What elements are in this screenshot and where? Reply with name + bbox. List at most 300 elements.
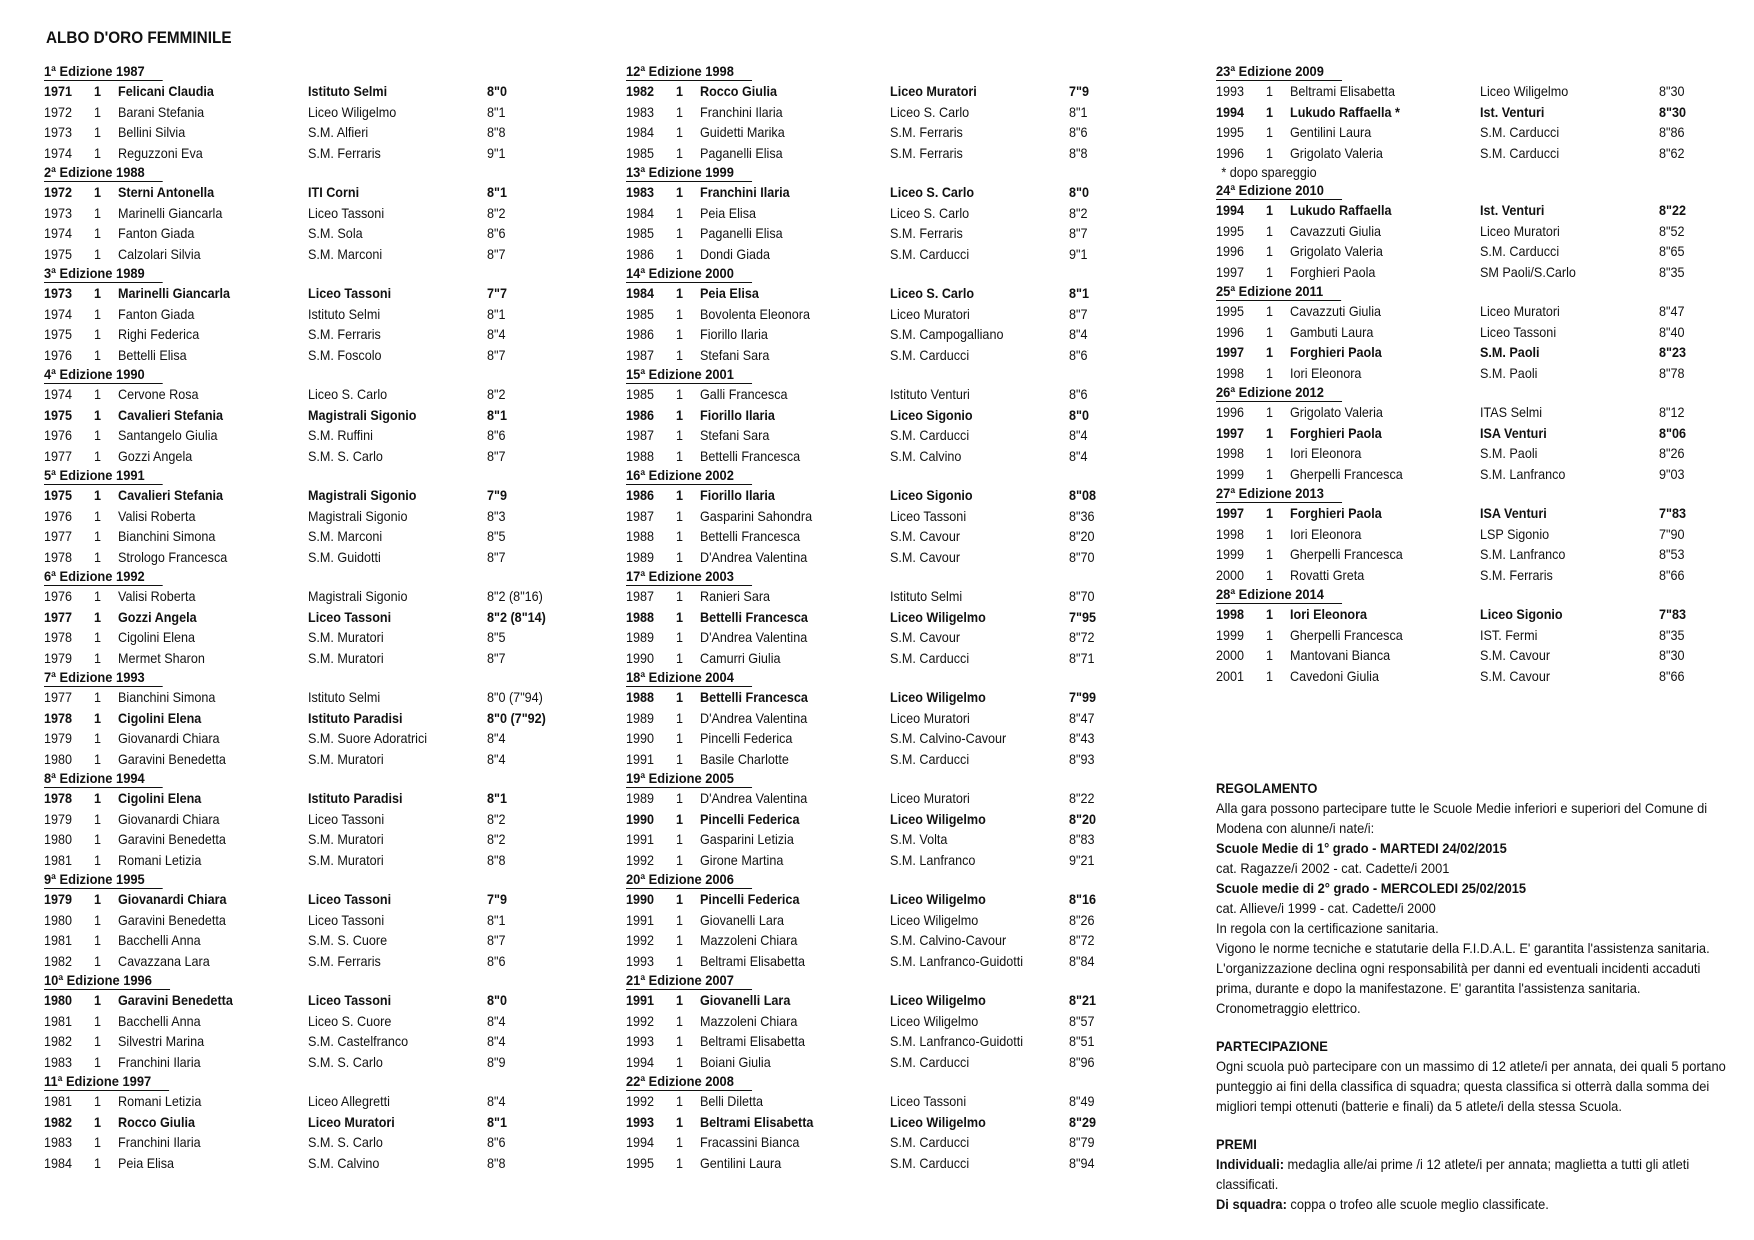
result-row xyxy=(1216,102,1736,123)
athlete-cell: Franchini Ilaria xyxy=(118,1053,201,1070)
position-cell: 1 xyxy=(1266,667,1274,684)
time-cell: 8"12 xyxy=(1659,404,1685,420)
result-row xyxy=(1216,524,1736,545)
position-cell: 1 xyxy=(94,952,102,969)
year-cell: 1999 xyxy=(1216,626,1245,643)
year-cell: 1985 xyxy=(626,225,655,241)
time-cell: 8"5 xyxy=(487,629,506,645)
athlete-cell: Bettelli Francesca xyxy=(700,528,801,544)
result-row xyxy=(44,446,564,467)
athlete-cell: Beltrami Elisabetta xyxy=(1290,83,1396,99)
athlete-cell: Fanton Giada xyxy=(118,225,195,241)
time-cell: 8"4 xyxy=(487,326,506,342)
athlete-cell: Barani Stefania xyxy=(118,103,205,120)
athlete-cell: Pincelli Federica xyxy=(700,810,800,827)
position-cell: 1 xyxy=(676,851,684,868)
edition-block xyxy=(44,365,564,466)
athlete-cell: Rovatti Greta xyxy=(1290,566,1365,583)
school-cell: S.M. Carducci xyxy=(890,1154,970,1171)
result-row xyxy=(44,889,564,910)
time-cell: 8"79 xyxy=(1069,1134,1095,1150)
position-cell: 1 xyxy=(94,730,102,746)
time-cell: 8"1 xyxy=(487,305,506,322)
result-row xyxy=(626,345,1146,366)
edition-block xyxy=(626,769,1146,870)
edition-block xyxy=(1216,282,1736,383)
position-cell: 1 xyxy=(1266,144,1274,161)
year-cell: 1977 xyxy=(44,528,73,544)
athlete-cell: Gozzi Angela xyxy=(118,447,193,464)
time-cell: 8"6 xyxy=(487,1134,506,1150)
edition-block xyxy=(626,870,1146,971)
edition-title: 19ª Edizione 2005 xyxy=(626,769,752,788)
time-cell: 8"1 xyxy=(487,911,506,928)
school-cell: S.M. Cavour xyxy=(890,528,961,544)
position-cell: 1 xyxy=(676,184,684,200)
school-cell: Magistrali Sigonio xyxy=(308,487,417,503)
time-cell: 8"5 xyxy=(487,528,506,544)
athlete-cell: Cavalieri Stefania xyxy=(118,487,224,503)
regolamento-norms: Vigono le norme tecniche e statutarie della F.I.D.A.L. E' garantita l'assistenza sanitaria. L'organizzazione declina ogni responsabilità per danni ed eventuali incidenti accaduti prima, durante e dopo la manifestazone. E' garantita l'assistenza sanitaria. xyxy=(1216,940,1710,996)
result-row xyxy=(44,951,564,972)
athlete-cell: Romani Letizia xyxy=(118,1093,202,1109)
result-row xyxy=(626,607,1146,628)
edition-title: 18ª Edizione 2004 xyxy=(626,668,752,687)
athlete-cell: Franchini Ilaria xyxy=(700,103,783,120)
school-cell: S.M. Lanfranco xyxy=(890,851,976,868)
edition-title: 21ª Edizione 2007 xyxy=(626,971,752,990)
school-cell: S.M. Guidotti xyxy=(308,548,381,565)
result-row xyxy=(1216,262,1736,283)
athlete-cell: D'Andrea Valentina xyxy=(700,709,808,726)
athlete-cell: Fiorillo Ilaria xyxy=(700,326,768,342)
year-cell: 1975 xyxy=(44,406,73,423)
result-row xyxy=(44,345,564,366)
year-cell: 2000 xyxy=(1216,647,1245,663)
year-cell: 1974 xyxy=(44,305,73,322)
edition-block xyxy=(1216,383,1736,484)
result-row xyxy=(44,1112,564,1133)
athlete-cell: Beltrami Elisabetta xyxy=(700,952,806,969)
year-cell: 1977 xyxy=(44,447,73,464)
athlete-cell: Iori Eleonora xyxy=(1290,445,1362,461)
result-row xyxy=(1216,322,1736,343)
time-cell: 8"2 xyxy=(487,204,506,221)
year-cell: 1980 xyxy=(44,992,73,1008)
result-row xyxy=(626,102,1146,123)
year-cell: 1998 xyxy=(1216,445,1245,461)
time-cell: 8"66 xyxy=(1659,667,1685,684)
athlete-cell: Bacchelli Anna xyxy=(118,1012,201,1029)
year-cell: 1997 xyxy=(1216,505,1245,521)
athlete-cell: Valisi Roberta xyxy=(118,588,196,604)
time-cell: 7"83 xyxy=(1659,606,1686,622)
school-cell: S.M. Muratori xyxy=(308,629,384,645)
position-cell: 1 xyxy=(94,831,102,847)
year-cell: 1995 xyxy=(1216,303,1245,319)
school-cell: Ist. Venturi xyxy=(1480,103,1545,120)
school-cell: Liceo Sigonio xyxy=(890,487,973,503)
school-cell: Liceo Wiligelmo xyxy=(890,1012,979,1029)
year-cell: 1986 xyxy=(626,406,655,423)
position-cell: 1 xyxy=(676,831,684,847)
athlete-cell: Calzolari Silvia xyxy=(118,245,201,262)
time-cell: 8"0 xyxy=(1069,184,1089,200)
position-cell: 1 xyxy=(676,285,684,301)
result-row xyxy=(1216,565,1736,586)
year-cell: 1974 xyxy=(44,144,73,161)
year-cell: 1975 xyxy=(44,487,73,503)
time-cell: 8"72 xyxy=(1069,629,1095,645)
time-cell: 8"6 xyxy=(487,952,506,969)
time-cell: 8"83 xyxy=(1069,831,1095,847)
regolamento-section xyxy=(1216,778,1736,1018)
time-cell: 8"0 xyxy=(487,83,507,99)
school-cell: S.M. S. Carlo xyxy=(308,1053,383,1070)
year-cell: 1997 xyxy=(1216,263,1245,280)
result-row xyxy=(1216,301,1736,322)
result-row xyxy=(626,81,1146,102)
year-cell: 1994 xyxy=(1216,202,1245,218)
partecipazione-section xyxy=(1216,1036,1736,1116)
school-cell: S.M. Ruffini xyxy=(308,427,373,443)
position-cell: 1 xyxy=(94,1093,102,1109)
position-cell: 1 xyxy=(1266,465,1274,482)
result-row xyxy=(44,425,564,446)
position-cell: 1 xyxy=(676,649,684,666)
athlete-cell: Strologo Francesca xyxy=(118,548,228,565)
school-cell: Magistrali Sigonio xyxy=(308,406,417,423)
year-cell: 1992 xyxy=(626,851,655,868)
position-cell: 1 xyxy=(676,487,684,503)
time-cell: 8"7 xyxy=(487,346,506,363)
result-row xyxy=(44,990,564,1011)
athlete-cell: Fiorillo Ilaria xyxy=(700,406,775,423)
result-row xyxy=(44,304,564,325)
time-cell: 7"9 xyxy=(1069,83,1089,99)
time-cell: 8"36 xyxy=(1069,507,1095,524)
rules-section xyxy=(1216,778,1736,1232)
athlete-cell: Felicani Claudia xyxy=(118,83,214,99)
athlete-cell: Cavazzana Lara xyxy=(118,952,210,969)
result-row xyxy=(1216,143,1736,164)
school-cell: S.M. Cavour xyxy=(1480,647,1551,663)
position-cell: 1 xyxy=(1266,83,1274,99)
school-cell: S.M. Lanfranco xyxy=(1480,465,1566,482)
position-cell: 1 xyxy=(676,1154,684,1171)
result-row xyxy=(626,1153,1146,1174)
result-row xyxy=(626,1112,1146,1133)
year-cell: 1976 xyxy=(44,427,73,443)
year-cell: 1979 xyxy=(44,810,73,827)
school-cell: S.M. Castelfranco xyxy=(308,1033,409,1049)
time-cell: 8"2 xyxy=(487,810,506,827)
year-cell: 1984 xyxy=(626,285,655,301)
position-cell: 1 xyxy=(94,447,102,464)
school-cell: Liceo Wiligelmo xyxy=(890,1113,986,1130)
position-cell: 1 xyxy=(676,588,684,604)
school-cell: S.M. S. Cuore xyxy=(308,932,388,948)
athlete-cell: Fiorillo Ilaria xyxy=(700,487,775,503)
athlete-cell: Iori Eleonora xyxy=(1290,606,1368,622)
school-cell: S.M. Ferraris xyxy=(890,124,963,140)
edition-block xyxy=(44,62,564,163)
result-row xyxy=(44,850,564,871)
school-cell: Liceo Wiligelmo xyxy=(890,810,986,827)
edition-title: 11ª Edizione 1997 xyxy=(44,1072,170,1091)
year-cell: 1975 xyxy=(44,326,73,342)
position-cell: 1 xyxy=(1266,263,1274,280)
time-cell: 8"57 xyxy=(1069,1012,1095,1029)
athlete-cell: Paganelli Elisa xyxy=(700,225,783,241)
premi-squadra-text: coppa o trofeo alle scuole meglio classificate. xyxy=(1286,1196,1549,1212)
result-row xyxy=(44,485,564,506)
time-cell: 8"20 xyxy=(1069,528,1095,544)
athlete-cell: Ranieri Sara xyxy=(700,588,771,604)
edition-title: 17ª Edizione 2003 xyxy=(626,567,752,586)
result-row xyxy=(44,81,564,102)
result-row xyxy=(44,1011,564,1032)
position-cell: 1 xyxy=(1266,243,1274,259)
time-cell: 8"26 xyxy=(1069,911,1095,928)
result-row xyxy=(626,182,1146,203)
result-row xyxy=(1216,503,1736,524)
school-cell: ISA Venturi xyxy=(1480,505,1547,521)
edition-block xyxy=(44,264,564,365)
edition-block xyxy=(626,62,1146,163)
athlete-cell: Gentilini Laura xyxy=(700,1154,782,1171)
school-cell: Magistrali Sigonio xyxy=(308,588,408,604)
time-cell: 8"7 xyxy=(487,447,506,464)
year-cell: 1992 xyxy=(626,932,655,948)
school-cell: S.M. Paoli xyxy=(1480,364,1538,381)
result-row xyxy=(626,687,1146,708)
result-row xyxy=(626,708,1146,729)
result-row xyxy=(626,425,1146,446)
school-cell: S.M. Suore Adoratrici xyxy=(308,730,428,746)
year-cell: 1983 xyxy=(626,103,655,120)
year-cell: 1992 xyxy=(626,1093,655,1109)
result-row xyxy=(1216,645,1736,666)
edition-block xyxy=(626,466,1146,567)
year-cell: 1995 xyxy=(1216,124,1245,140)
time-cell: 8"3 xyxy=(487,507,506,524)
year-cell: 1984 xyxy=(44,1154,73,1171)
year-cell: 1989 xyxy=(626,548,655,565)
year-cell: 1993 xyxy=(626,1033,655,1049)
year-cell: 1999 xyxy=(1216,546,1245,562)
time-cell: 8"7 xyxy=(487,932,506,948)
position-cell: 1 xyxy=(94,386,102,402)
year-cell: 1981 xyxy=(44,1093,73,1109)
school-cell: Liceo Wiligelmo xyxy=(890,992,986,1008)
position-cell: 1 xyxy=(1266,404,1274,420)
position-cell: 1 xyxy=(94,1134,102,1150)
athlete-cell: Grigolato Valeria xyxy=(1290,243,1383,259)
position-cell: 1 xyxy=(1266,124,1274,140)
edition-block xyxy=(44,971,564,1072)
position-cell: 1 xyxy=(1266,626,1274,643)
position-cell: 1 xyxy=(676,932,684,948)
premi-individuali-text: medaglia alle/ai prime /i 12 atlete/i per annata; maglietta a tutti gli atleti classificati. xyxy=(1216,1156,1690,1192)
column-1 xyxy=(44,62,564,1173)
time-cell: 8"6 xyxy=(1069,346,1088,363)
edition-title: 10ª Edizione 1996 xyxy=(44,971,170,990)
athlete-cell: Lukudo Raffaella * xyxy=(1290,103,1400,120)
year-cell: 1993 xyxy=(1216,83,1245,99)
edition-block xyxy=(44,870,564,971)
school-cell: S.M. Ferraris xyxy=(308,144,381,161)
year-cell: 1989 xyxy=(626,790,655,806)
school-cell: ISA Venturi xyxy=(1480,424,1547,441)
athlete-cell: D'Andrea Valentina xyxy=(700,548,808,565)
regolamento-grade1: Scuole Medie di 1° grado - MARTEDI 24/02/2015 xyxy=(1216,840,1507,856)
school-cell: S.M. Ferraris xyxy=(890,225,963,241)
position-cell: 1 xyxy=(676,1113,684,1130)
school-cell: S.M. Carducci xyxy=(890,1134,970,1150)
position-cell: 1 xyxy=(94,1033,102,1049)
time-cell: 8"2 (8"14) xyxy=(487,608,546,625)
time-cell: 8"72 xyxy=(1069,932,1095,948)
position-cell: 1 xyxy=(1266,647,1274,663)
position-cell: 1 xyxy=(1266,303,1274,319)
year-cell: 1980 xyxy=(44,750,73,767)
time-cell: 7"99 xyxy=(1069,689,1096,705)
position-cell: 1 xyxy=(1266,323,1274,340)
position-cell: 1 xyxy=(94,406,102,423)
result-row xyxy=(44,586,564,607)
school-cell: S.M. Calvino-Cavour xyxy=(890,730,1007,746)
year-cell: 1977 xyxy=(44,608,73,625)
year-cell: 1991 xyxy=(626,992,655,1008)
position-cell: 1 xyxy=(676,992,684,1008)
athlete-cell: Peia Elisa xyxy=(700,285,759,301)
athlete-cell: Pincelli Federica xyxy=(700,891,800,907)
year-cell: 1996 xyxy=(1216,144,1245,161)
position-cell: 1 xyxy=(94,911,102,928)
athlete-cell: D'Andrea Valentina xyxy=(700,629,808,645)
position-cell: 1 xyxy=(94,124,102,140)
school-cell: S.M. Volta xyxy=(890,831,948,847)
school-cell: Liceo Tassoni xyxy=(1480,323,1557,340)
time-cell: 8"1 xyxy=(487,790,507,806)
regolamento-intro: Alla gara possono partecipare tutte le Scuole Medie inferiori e superiori del Comune di Modena con alunne/i nate/i: xyxy=(1216,800,1708,836)
time-cell: 8"6 xyxy=(487,225,506,241)
school-cell: Liceo S. Cuore xyxy=(308,1012,392,1029)
position-cell: 1 xyxy=(676,346,684,363)
result-row xyxy=(626,446,1146,467)
time-cell: 8"30 xyxy=(1659,83,1685,99)
time-cell: 8"7 xyxy=(1069,225,1088,241)
school-cell: Liceo Tassoni xyxy=(308,810,385,827)
position-cell: 1 xyxy=(676,1033,684,1049)
result-row xyxy=(1216,402,1736,423)
year-cell: 1982 xyxy=(626,83,655,99)
school-cell: S.M. Ferraris xyxy=(1480,566,1553,583)
athlete-cell: Stefani Sara xyxy=(700,346,770,363)
athlete-cell: Giovanardi Chiara xyxy=(118,730,220,746)
school-cell: Istituto Selmi xyxy=(308,83,388,99)
year-cell: 1999 xyxy=(1216,465,1245,482)
regolamento-timing: Cronometraggio elettrico. xyxy=(1216,1000,1361,1016)
result-row xyxy=(44,809,564,830)
athlete-cell: Mermet Sharon xyxy=(118,649,205,666)
position-cell: 1 xyxy=(94,750,102,767)
regolamento-grade2-cat: cat. Allieve/i 1999 - cat. Cadette/i 2000 xyxy=(1216,900,1436,916)
result-row xyxy=(44,223,564,244)
athlete-cell: Cavazzuti Giulia xyxy=(1290,222,1382,239)
school-cell: S.M. S. Carlo xyxy=(308,447,383,464)
athlete-cell: Garavini Benedetta xyxy=(118,911,226,928)
edition-block xyxy=(44,466,564,567)
result-row xyxy=(44,203,564,224)
position-cell: 1 xyxy=(94,225,102,241)
school-cell: Liceo Wiligelmo xyxy=(1480,83,1569,99)
school-cell: Istituto Selmi xyxy=(308,305,381,322)
time-cell: 8"40 xyxy=(1659,323,1685,340)
school-cell: IST. Fermi xyxy=(1480,626,1538,643)
time-cell: 8"8 xyxy=(487,124,506,140)
time-cell: 8"1 xyxy=(487,184,507,200)
time-cell: 7"83 xyxy=(1659,505,1686,521)
year-cell: 1986 xyxy=(626,326,655,342)
time-cell: 9"03 xyxy=(1659,465,1685,482)
time-cell: 8"29 xyxy=(1069,1113,1096,1130)
result-row xyxy=(44,547,564,568)
school-cell: Liceo Sigonio xyxy=(1480,606,1563,622)
year-cell: 1983 xyxy=(626,184,655,200)
partecipazione-heading: PARTECIPAZIONE xyxy=(1216,1038,1328,1054)
result-row xyxy=(626,850,1146,871)
athlete-cell: Basile Charlotte xyxy=(700,750,789,767)
time-cell: 8"7 xyxy=(1069,305,1088,322)
result-row xyxy=(1216,423,1736,444)
athlete-cell: Galli Francesca xyxy=(700,386,788,402)
result-row xyxy=(44,749,564,770)
result-row xyxy=(44,244,564,265)
result-row xyxy=(626,648,1146,669)
result-row xyxy=(44,102,564,123)
position-cell: 1 xyxy=(676,225,684,241)
year-cell: 1980 xyxy=(44,831,73,847)
edition-title: 2ª Edizione 1988 xyxy=(44,163,163,182)
position-cell: 1 xyxy=(94,1154,102,1171)
school-cell: S.M. Muratori xyxy=(308,831,384,847)
school-cell: Magistrali Sigonio xyxy=(308,507,408,524)
athlete-cell: Gasparini Letizia xyxy=(700,831,794,847)
school-cell: Liceo Tassoni xyxy=(308,204,385,221)
result-row xyxy=(44,405,564,426)
school-cell: S.M. Carducci xyxy=(1480,243,1560,259)
time-cell: 8"30 xyxy=(1659,647,1685,663)
year-cell: 1996 xyxy=(1216,404,1245,420)
result-row xyxy=(626,506,1146,527)
edition-block xyxy=(1216,585,1736,686)
year-cell: 1979 xyxy=(44,649,73,666)
athlete-cell: Bettelli Elisa xyxy=(118,346,187,363)
school-cell: Liceo Allegretti xyxy=(308,1093,390,1109)
result-row xyxy=(44,122,564,143)
school-cell: S.M. Campogalliano xyxy=(890,326,1004,342)
result-row xyxy=(44,1031,564,1052)
year-cell: 1991 xyxy=(626,911,655,928)
year-cell: 1974 xyxy=(44,386,73,402)
athlete-cell: Garavini Benedetta xyxy=(118,992,233,1008)
year-cell: 1974 xyxy=(44,225,73,241)
school-cell: S.M. Carducci xyxy=(1480,124,1560,140)
position-cell: 1 xyxy=(676,790,684,806)
school-cell: Liceo S. Carlo xyxy=(890,204,970,221)
